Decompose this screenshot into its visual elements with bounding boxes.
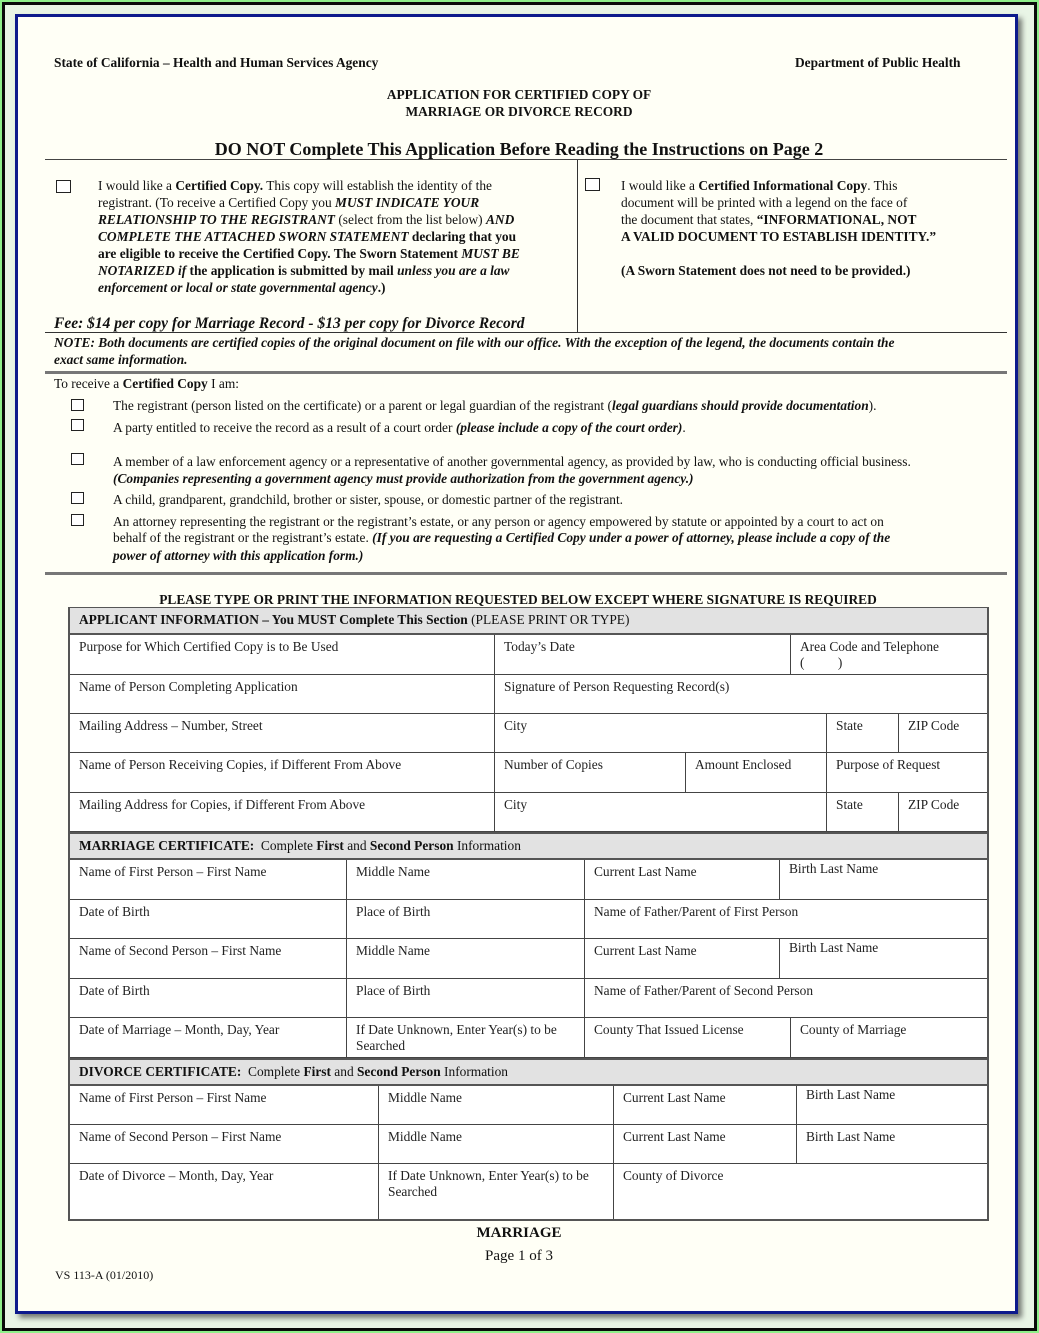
- divorce-p2-middle-name[interactable]: Middle Name: [379, 1125, 614, 1164]
- marriage-section-header: MARRIAGE CERTIFICATE: Complete First and Second Person Information: [70, 832, 987, 860]
- marriage-p1-dob[interactable]: Date of Birth: [70, 900, 347, 939]
- marriage-p2-dob[interactable]: Date of Birth: [70, 979, 347, 1018]
- mailing-copies-field[interactable]: Mailing Address for Copies, if Different From Above: [70, 793, 495, 832]
- marriage-p2-pob[interactable]: Place of Birth: [347, 979, 585, 1018]
- applicant-section-header: APPLICANT INFORMATION – You MUST Complete This Section (PLEASE PRINT OR TYPE): [70, 608, 987, 635]
- divorce-p1-first-name[interactable]: Name of First Person – First Name: [70, 1086, 379, 1125]
- option-attorney: An attorney representing the registrant or the registrant’s estate, or any person or agency empowered by statute or appointed by a court to act on: [113, 514, 884, 529]
- page-number: Page 1 of 3: [485, 1248, 553, 1264]
- divider: [45, 159, 1007, 160]
- name-completing-field[interactable]: Name of Person Completing Application: [70, 675, 495, 714]
- form-id: VS 113-A (01/2010): [55, 1268, 154, 1282]
- marriage-p1-first-name[interactable]: Name of First Person – First Name: [70, 860, 347, 900]
- option-registrant: The registrant (person listed on the certificate) or a parent or legal guardian of the registrant (legal guardians should provide documentation).: [113, 398, 877, 413]
- city-field[interactable]: City: [495, 714, 827, 753]
- department-name: Department of Public Health: [795, 55, 961, 70]
- relationship-intro: To receive a Certified Copy I am:: [54, 376, 239, 391]
- divider: [45, 371, 1007, 374]
- todays-date-field[interactable]: Today’s Date: [495, 635, 791, 675]
- divider: [45, 332, 1007, 333]
- divorce-p1-middle-name[interactable]: Middle Name: [379, 1086, 614, 1125]
- instructions-warning: DO NOT Complete This Application Before Reading the Instructions on Page 2: [214, 139, 824, 159]
- divorce-p1-current-last-name[interactable]: Current Last Name: [614, 1086, 797, 1125]
- marriage-p1-current-last-name[interactable]: Current Last Name: [585, 860, 780, 900]
- marriage-years-searched-field[interactable]: If Date Unknown, Enter Year(s) to be Searched: [347, 1018, 585, 1058]
- form-title-line1: APPLICATION FOR CERTIFIED COPY OF: [386, 87, 652, 102]
- certified-copy-description: I would like a Certified Copy. This copy will establish the identity of the registrant. (To receive a Certified Copy you MUST INDICATE YOUR RELATIONSHIP TO THE REGISTRANT (select from the list below) AND COMPLETE THE ATTACHED SWORN STATEMENT declaring that you are eligible to receive the Certified Copy. The Sworn Statement MUST BE NOTARIZED if the application is submitted by mail unless you are a law enforcement or local or state governmental agency.): [98, 178, 520, 295]
- mailing-address-field[interactable]: Mailing Address – Number, Street: [70, 714, 495, 753]
- purpose-of-request-field[interactable]: Purpose of Request: [827, 753, 987, 793]
- marriage-p2-current-last-name[interactable]: Current Last Name: [585, 939, 780, 979]
- informational-copy-description: I would like a Certified Informational Copy. This document will be printed with a legend on the face of the document that states, “INFORMATIONAL, NOT A VALID DOCUMENT TO ESTABLISH IDENTITY.” (A Sworn Statement does not need to be provided.): [621, 178, 937, 278]
- name-receiving-field[interactable]: Name of Person Receiving Copies, if Different From Above: [70, 753, 495, 793]
- divorce-section-header: DIVORCE CERTIFICATE: Complete First and Second Person Information: [70, 1058, 987, 1086]
- informational-copy-checkbox[interactable]: [585, 178, 600, 191]
- column-divider: [577, 160, 578, 332]
- family-member-checkbox[interactable]: [71, 492, 84, 504]
- form-title-line2: MARRIAGE OR DIVORCE RECORD: [405, 104, 633, 119]
- print-instruction: PLEASE TYPE OR PRINT THE INFORMATION REQUESTED BELOW EXCEPT WHERE SIGNATURE IS REQUIRED: [159, 592, 877, 607]
- law-enforcement-checkbox[interactable]: [71, 453, 84, 465]
- option-court-order: A party entitled to receive the record as a result of a court order (please include a copy of the court order).: [113, 420, 686, 435]
- state-field[interactable]: State: [827, 714, 899, 753]
- telephone-field[interactable]: Area Code and Telephone ( ): [791, 635, 987, 675]
- certified-copy-checkbox[interactable]: [56, 180, 71, 193]
- date-of-marriage-field[interactable]: Date of Marriage – Month, Day, Year: [70, 1018, 347, 1058]
- divorce-years-searched-field[interactable]: If Date Unknown, Enter Year(s) to be Searched: [379, 1164, 614, 1219]
- divorce-p2-first-name[interactable]: Name of Second Person – First Name: [70, 1125, 379, 1164]
- divider: [45, 572, 1007, 575]
- option-family-member: A child, grandparent, grandchild, brother or sister, spouse, or domestic partner of the registrant.: [113, 492, 624, 507]
- county-of-divorce-field[interactable]: County of Divorce: [614, 1164, 987, 1219]
- court-order-checkbox[interactable]: [71, 419, 84, 431]
- copies-state-field[interactable]: State: [827, 793, 899, 832]
- copies-city-field[interactable]: City: [495, 793, 827, 832]
- divorce-p2-current-last-name[interactable]: Current Last Name: [614, 1125, 797, 1164]
- marriage-p2-parent[interactable]: Name of Father/Parent of Second Person: [585, 979, 987, 1018]
- copies-zip-field[interactable]: ZIP Code: [899, 793, 987, 832]
- marriage-p2-middle-name[interactable]: Middle Name: [347, 939, 585, 979]
- record-type-label: MARRIAGE: [476, 1225, 562, 1241]
- marriage-p1-middle-name[interactable]: Middle Name: [347, 860, 585, 900]
- marriage-p1-pob[interactable]: Place of Birth: [347, 900, 585, 939]
- registrant-checkbox[interactable]: [71, 399, 84, 411]
- option-attorney-line2: behalf of the registrant or the registrant’s estate. (If you are requesting a Certified Copy under a power of attorney, please include a copy of the: [113, 530, 891, 545]
- county-of-marriage-field[interactable]: County of Marriage: [791, 1018, 987, 1058]
- fee-text: Fee: $14 per copy for Marriage Record - $13 per copy for Divorce Record: [54, 315, 525, 332]
- marriage-p2-first-name[interactable]: Name of Second Person – First Name: [70, 939, 347, 979]
- marriage-p2-birth-last-name[interactable]: Birth Last Name: [780, 939, 987, 979]
- marriage-p1-birth-last-name[interactable]: Birth Last Name: [780, 860, 987, 900]
- date-of-divorce-field[interactable]: Date of Divorce – Month, Day, Year: [70, 1164, 379, 1219]
- purpose-field[interactable]: Purpose for Which Certified Copy is to Be Used: [70, 635, 495, 675]
- divorce-p1-birth-last-name[interactable]: Birth Last Name: [797, 1086, 987, 1125]
- county-issued-license-field[interactable]: County That Issued License: [585, 1018, 791, 1058]
- zip-field[interactable]: ZIP Code: [899, 714, 987, 753]
- signature-field[interactable]: Signature of Person Requesting Record(s): [495, 675, 987, 714]
- note-line2: exact same information.: [54, 352, 188, 367]
- agency-name: State of California – Health and Human Services Agency: [54, 55, 379, 70]
- option-attorney-line3: power of attorney with this application form.): [113, 548, 364, 563]
- divorce-p2-birth-last-name[interactable]: Birth Last Name: [797, 1125, 987, 1164]
- marriage-p1-parent[interactable]: Name of Father/Parent of First Person: [585, 900, 987, 939]
- attorney-checkbox[interactable]: [71, 514, 84, 526]
- note-line1: NOTE: Both documents are certified copies of the original document on file with our office. With the exception of the legend, the documents contain the: [54, 335, 895, 350]
- option-law-enforcement-note: (Companies representing a government agency must provide authorization from the government agency.): [113, 471, 694, 486]
- amount-enclosed-field[interactable]: Amount Enclosed: [686, 753, 827, 793]
- option-law-enforcement: A member of a law enforcement agency or a representative of another governmental agency, as provided by law, who is conducting official business.: [113, 454, 911, 469]
- number-of-copies-field[interactable]: Number of Copies: [495, 753, 686, 793]
